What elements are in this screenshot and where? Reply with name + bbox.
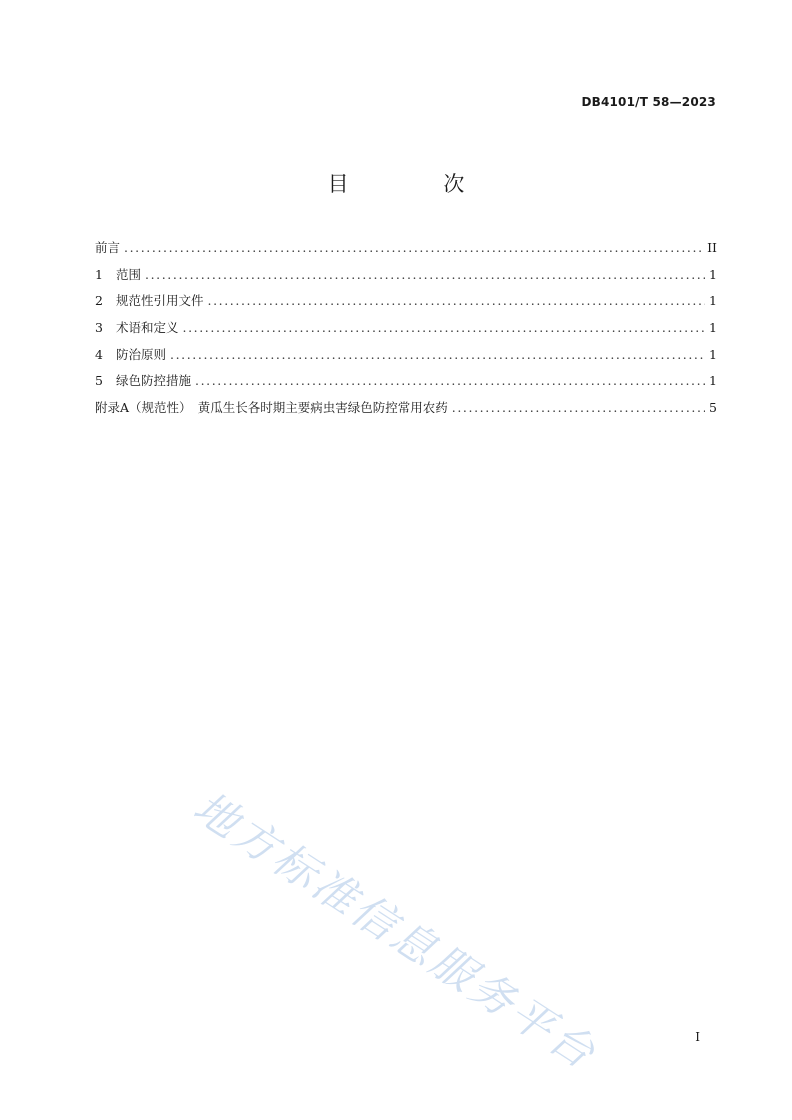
toc-entry-number: 2 (95, 293, 103, 309)
toc-entry-page: 1 (709, 346, 717, 362)
toc-entry-page: 1 (709, 293, 717, 309)
toc-entry-label: 范围 (116, 266, 142, 282)
toc-leader-dots (195, 373, 705, 388)
toc-leader-dots (145, 267, 705, 282)
toc-entry-label: 附录A（规范性） 黄瓜生长各时期主要病虫害绿色防控常用农药 (95, 400, 448, 416)
toc-leader-dots (183, 320, 705, 335)
toc-entry-page: 1 (709, 373, 717, 389)
toc-entry-appendix-a[interactable] (95, 398, 717, 425)
page-title: 目 次 (327, 172, 509, 196)
toc-entry-number: 5 (95, 373, 103, 389)
toc-entry-page: 1 (709, 320, 717, 336)
toc-leader-dots (452, 400, 705, 415)
watermark: 地方标准信息服务平台 (184, 782, 606, 1081)
toc-entry-green-control-measures[interactable] (95, 371, 717, 398)
toc-entry-number: 3 (95, 320, 103, 336)
toc-leader-dots (208, 293, 705, 308)
toc-entry-normative-references[interactable] (95, 291, 717, 318)
toc-leader-dots (124, 240, 703, 255)
toc-entry-number: 1 (95, 266, 103, 282)
toc-entry-control-principles[interactable] (95, 345, 717, 372)
toc-entry-label: 前言 (95, 240, 121, 255)
toc-leader-dots (170, 347, 705, 362)
toc-entry-scope[interactable] (95, 265, 717, 292)
toc-entry-label: 规范性引用文件 (116, 293, 204, 309)
table-of-contents (95, 238, 717, 425)
document-code: DB4101/T 58—2023 (581, 95, 716, 109)
toc-entry-terms-definitions[interactable] (95, 318, 717, 345)
toc-entry-preface[interactable] (95, 238, 717, 265)
toc-entry-page: 5 (709, 400, 717, 416)
toc-entry-page: 1 (709, 266, 717, 282)
page-number: I (695, 1030, 700, 1044)
toc-entry-label: 绿色防控措施 (116, 373, 192, 389)
toc-entry-number: 4 (95, 346, 103, 362)
toc-entry-label: 防治原则 (116, 346, 167, 362)
toc-entry-page: II (707, 240, 717, 255)
toc-entry-label: 术语和定义 (116, 320, 179, 336)
